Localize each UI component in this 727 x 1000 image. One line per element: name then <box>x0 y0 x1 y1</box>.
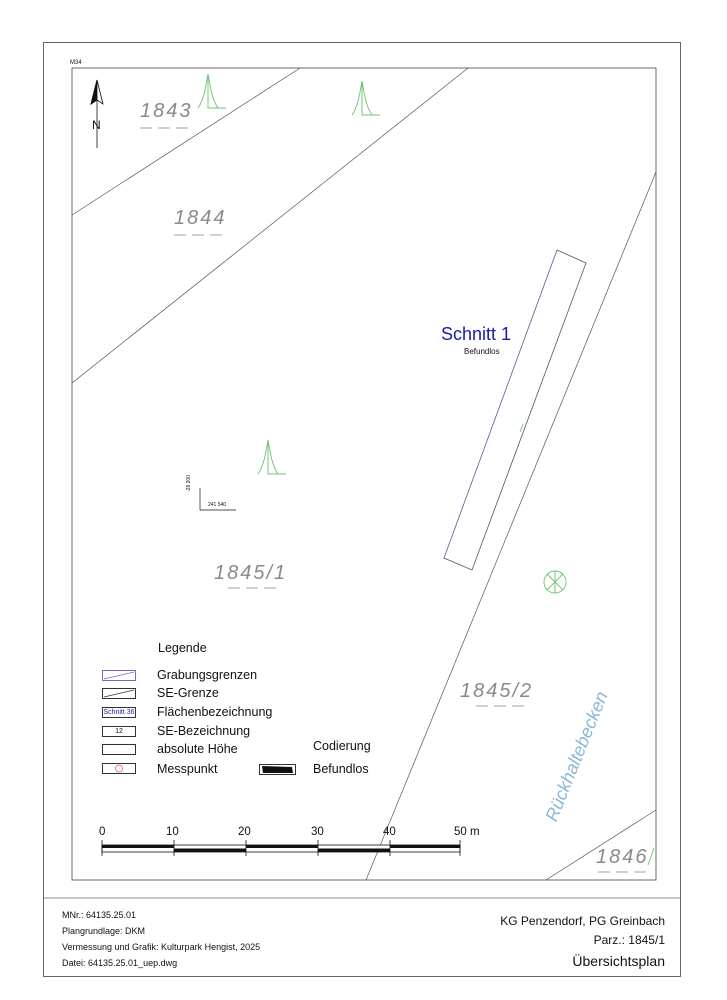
scale-seg-1 <box>102 845 174 848</box>
water-label: Rückhaltebecken <box>541 688 612 825</box>
footer-vermessung: Vermessung und Grafik: Kulturpark Hengist, 2025 <box>62 942 261 952</box>
tree-mark-trench <box>520 424 523 432</box>
scale-seg-3 <box>246 845 318 848</box>
scale-seg-5 <box>390 845 460 848</box>
footer-plangrundlage: Plangrundlage: DKM <box>62 926 146 936</box>
footer-parz: Parz.: 1845/1 <box>593 933 665 947</box>
legend-label-se-bezeichnung: SE-Bezeichnung <box>157 724 251 738</box>
scale-seg-4 <box>318 849 390 853</box>
scale-tick-10: 10 <box>166 826 179 838</box>
trench-edge <box>444 250 557 558</box>
coordinate-y: -28 200 <box>186 475 192 492</box>
legend-label-messpunkt: Messpunkt <box>157 762 218 776</box>
parcel-boundary-1843-1844 <box>72 68 300 215</box>
parcel-boundary-1845-split <box>366 172 656 880</box>
legend-symbol-se-grenze <box>102 688 136 699</box>
footer-plan-title: Übersichtsplan <box>572 953 665 969</box>
legend-title: Legende <box>158 641 207 655</box>
tree-mark-1846 <box>648 848 654 865</box>
footer-mnr: MNr.: 64135.25.01 <box>62 910 137 920</box>
legend-label-se-grenze: SE-Grenze <box>157 686 219 700</box>
parcel-label-1844: 1844 <box>174 207 227 229</box>
parcel-label-1845-1: 1845/1 <box>214 562 288 584</box>
scale-tick-0: 0 <box>99 826 106 838</box>
legend-label-grabungsgrenzen: Grabungsgrenzen <box>157 668 258 682</box>
parcel-label-1843: 1843 <box>140 100 193 122</box>
scale-tick-50: 50 m <box>454 826 480 838</box>
scale-tick-40: 40 <box>383 826 396 838</box>
legend-symbol-flaechenbezeichnung: Schnitt 36 <box>103 709 135 716</box>
legend-symbol-grabungsgrenzen <box>102 670 136 681</box>
legend-symbol-messpunkt <box>102 763 136 774</box>
legend-coding-symbol <box>259 764 296 775</box>
legend-coding-item: Befundlos <box>313 762 369 776</box>
legend-symbol-se-bezeichnung: 12 <box>102 726 136 737</box>
legend-coding-title: Codierung <box>313 739 371 753</box>
footer-kg: KG Penzendorf, PG Greinbach <box>500 914 665 928</box>
legend-label-absolute-hoehe: absolute Höhe <box>157 742 238 756</box>
north-label: N <box>92 118 101 132</box>
footer-datei: Datei: 64135.25.01_uep.dwg <box>62 958 178 968</box>
scale-tick-20: 20 <box>238 826 251 838</box>
section-title: Schnitt 1 <box>441 324 512 344</box>
legend-label-flaechenbezeichnung: Flächenbezeichnung <box>157 705 273 719</box>
section-subtitle: Befundlos <box>464 347 500 356</box>
trench-schnitt-1 <box>444 250 586 570</box>
parcel-label-1846: 1846 <box>596 846 649 868</box>
scale-bar <box>102 840 460 856</box>
coordinate-x: 241 540 <box>208 502 227 508</box>
tree-icon <box>198 74 380 474</box>
sheet-code: M34 <box>70 60 82 66</box>
north-arrow-icon <box>91 80 103 148</box>
parcel-label-1845-2: 1845/2 <box>460 680 534 702</box>
survey-marker-icon <box>544 571 566 593</box>
legend-symbol-absolute-hoehe <box>102 744 136 755</box>
parcel-boundary-1844-1845 <box>72 68 468 383</box>
scale-tick-30: 30 <box>311 826 324 838</box>
scale-seg-2 <box>174 849 246 853</box>
